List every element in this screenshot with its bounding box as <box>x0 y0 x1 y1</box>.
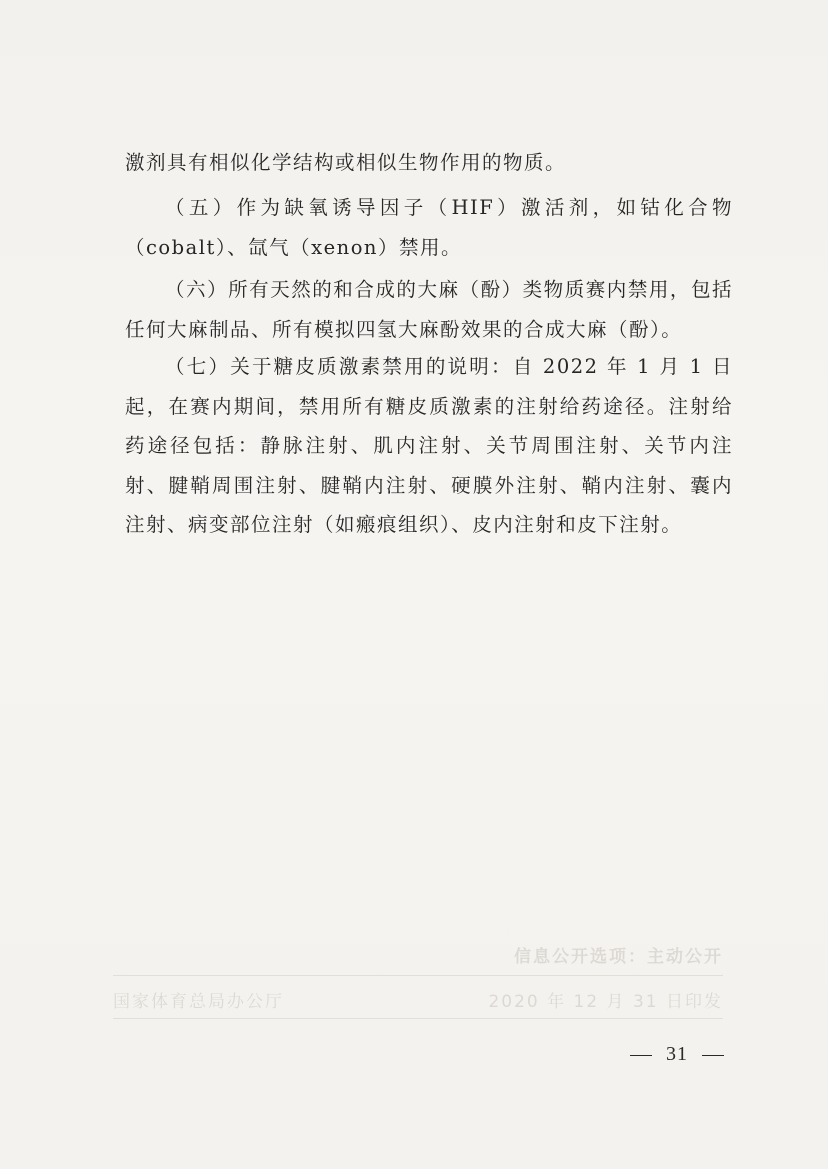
footer-issue-date: 2020 年 12 月 31 日印发 <box>488 992 723 1012</box>
footer-issuer: 国家体育总局办公厅 <box>113 992 284 1012</box>
footer-divider-bottom <box>113 1018 723 1019</box>
paragraph-item-7: （七）关于糖皮质激素禁用的说明：自 2022 年 1 月 1 日起，在赛内期间，禁用所有糖皮质激素的注射给药途径。注射给药途径包括：静脉注射、肌内注射、关节周围注射、关节内注射、腱鞘周围注射、腱鞘内注射、硬膜外注射、鞘内注射、囊内注射、病变部位注射（如瘢痕组织）、皮内注射和皮下注射。 <box>125 355 733 536</box>
paragraph-item-5: （五）作为缺氧诱导因子（HIF）激活剂，如钴化合物（cobalt）、氙气（xenon）禁用。 <box>125 196 733 259</box>
page-number-dash-left <box>630 1055 652 1056</box>
page-number-value: 31 <box>666 1043 688 1065</box>
page-number-dash-right <box>702 1055 724 1056</box>
footer-divider-top <box>113 975 723 976</box>
page-number <box>616 1043 738 1066</box>
footer-disclosure-option: 信息公开选项：主动公开 <box>514 947 723 967</box>
footer-issuer-row <box>113 987 723 1012</box>
paragraph-continuation: 激剂具有相似化学结构或相似生物作用的物质。 <box>125 151 567 174</box>
paragraph-item-6: （六）所有天然的和合成的大麻（酚）类物质赛内禁用，包括任何大麻制品、所有模拟四氢大麻酚效果的合成大麻（酚）。 <box>125 278 733 341</box>
